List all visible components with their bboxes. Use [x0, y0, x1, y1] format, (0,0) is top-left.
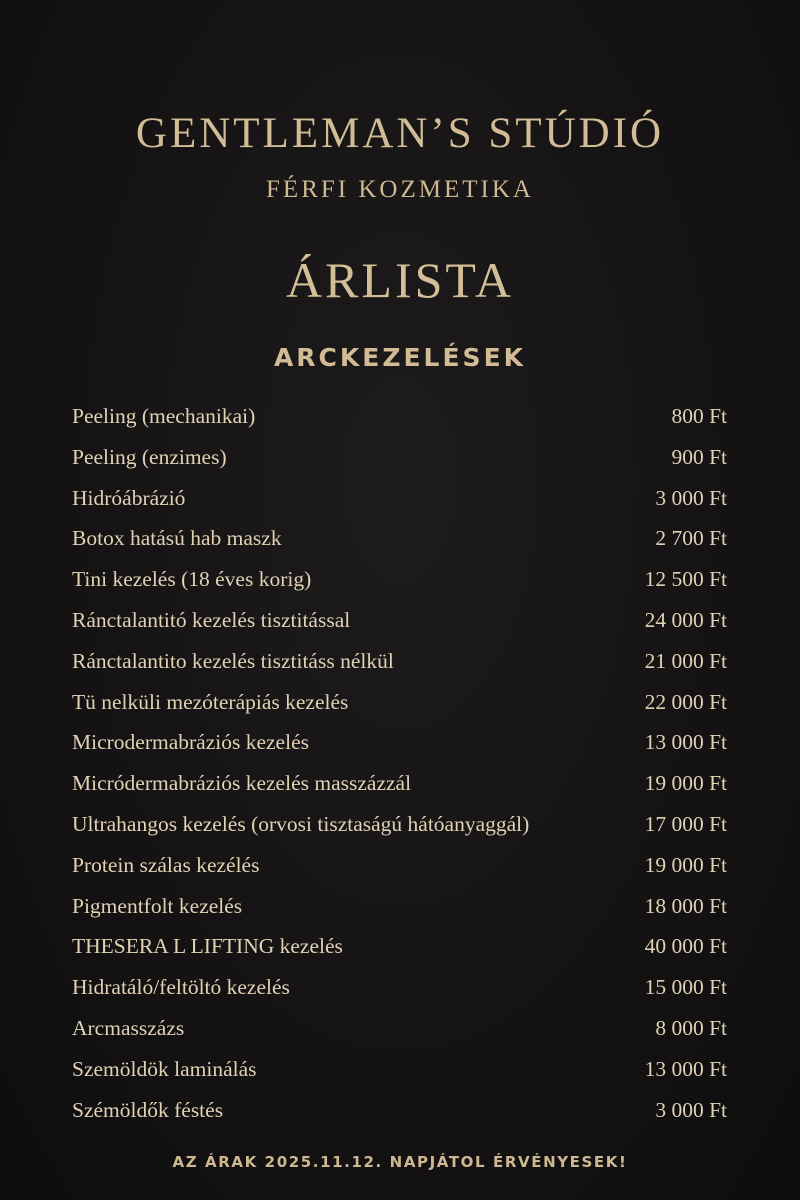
treatment-price: 17 000 Ft — [644, 811, 727, 836]
treatment-name: Szemöldök laminálás — [72, 1056, 257, 1081]
treatment-name: Hidratáló/feltöltó kezelés — [72, 975, 290, 1000]
treatment-name: Hidróábrázió — [72, 485, 186, 510]
price-row — [72, 404, 727, 445]
treatment-name: Micródermabráziós kezelés masszázzál — [72, 771, 412, 796]
brand-subtitle: FÉRFI KOZMETIKA — [266, 176, 534, 203]
treatment-name: Arcmasszázs — [72, 1015, 185, 1040]
price-row — [72, 1016, 727, 1057]
price-row — [72, 730, 727, 771]
validity-note: AZ ÁRAK 2025.11.12. NAPJÁTOL ÉRVÉNYESEK! — [172, 1153, 628, 1171]
section-title: ARCKEZELÉSEK — [273, 343, 527, 372]
treatment-price: 800 Ft — [671, 404, 727, 428]
price-row — [72, 445, 727, 486]
treatment-price: 19 000 Ft — [644, 771, 727, 796]
price-row — [72, 649, 727, 690]
price-row — [72, 1098, 727, 1139]
treatment-name: Szémöldők féstés — [72, 1097, 224, 1122]
price-list — [72, 404, 727, 1138]
price-list-title: ÁRLISTA — [285, 252, 515, 308]
price-row — [72, 526, 727, 567]
treatment-name: Tü nelküli mezóterápiás kezelés — [72, 689, 349, 714]
treatment-name: Botox hatású hab maszk — [72, 526, 282, 551]
treatment-name: Peeling (enzimes) — [72, 444, 227, 469]
price-row — [72, 690, 727, 731]
treatment-name: Peeling (mechanikai) — [72, 404, 256, 428]
treatment-name: Microdermabráziós kezelés — [72, 730, 309, 755]
price-row — [72, 1057, 727, 1098]
price-row — [72, 771, 727, 812]
treatment-price: 21 000 Ft — [644, 648, 727, 673]
treatment-price: 19 000 Ft — [644, 852, 727, 877]
price-row — [72, 853, 727, 894]
brand-name: GENTLEMAN’S STÚDIÓ — [135, 110, 665, 157]
treatment-name: Ultrahangos kezelés (orvosi tisztaságú hátóanyaggál) — [72, 811, 530, 836]
treatment-price: 22 000 Ft — [644, 689, 727, 714]
treatment-price: 18 000 Ft — [644, 893, 727, 918]
treatment-price: 13 000 Ft — [644, 1056, 727, 1081]
treatment-name: Ránctalantitó kezelés tisztitással — [72, 607, 351, 632]
treatment-price: 900 Ft — [671, 444, 727, 469]
price-row — [72, 975, 727, 1016]
treatment-name: Pigmentfolt kezelés — [72, 893, 243, 918]
price-row — [72, 567, 727, 608]
treatment-name: Ránctalantito kezelés tisztitáss nélkül — [72, 648, 394, 673]
treatment-price: 13 000 Ft — [644, 730, 727, 755]
treatment-price: 3 000 Ft — [655, 1097, 727, 1122]
treatment-name: Tini kezelés (18 éves korig) — [72, 567, 312, 592]
price-row — [72, 934, 727, 975]
price-row — [72, 812, 727, 853]
treatment-price: 12 500 Ft — [644, 567, 727, 592]
price-row — [72, 894, 727, 935]
price-row — [72, 608, 727, 649]
treatment-price: 8 000 Ft — [655, 1015, 727, 1040]
treatment-name: THESERA L LIFTING kezelés — [72, 934, 343, 959]
treatment-price: 2 700 Ft — [655, 526, 727, 551]
treatment-name: Protein szálas kezélés — [72, 852, 260, 877]
price-row — [72, 486, 727, 527]
treatment-price: 3 000 Ft — [655, 485, 727, 510]
treatment-price: 24 000 Ft — [644, 607, 727, 632]
treatment-price: 15 000 Ft — [644, 975, 727, 1000]
treatment-price: 40 000 Ft — [644, 934, 727, 959]
